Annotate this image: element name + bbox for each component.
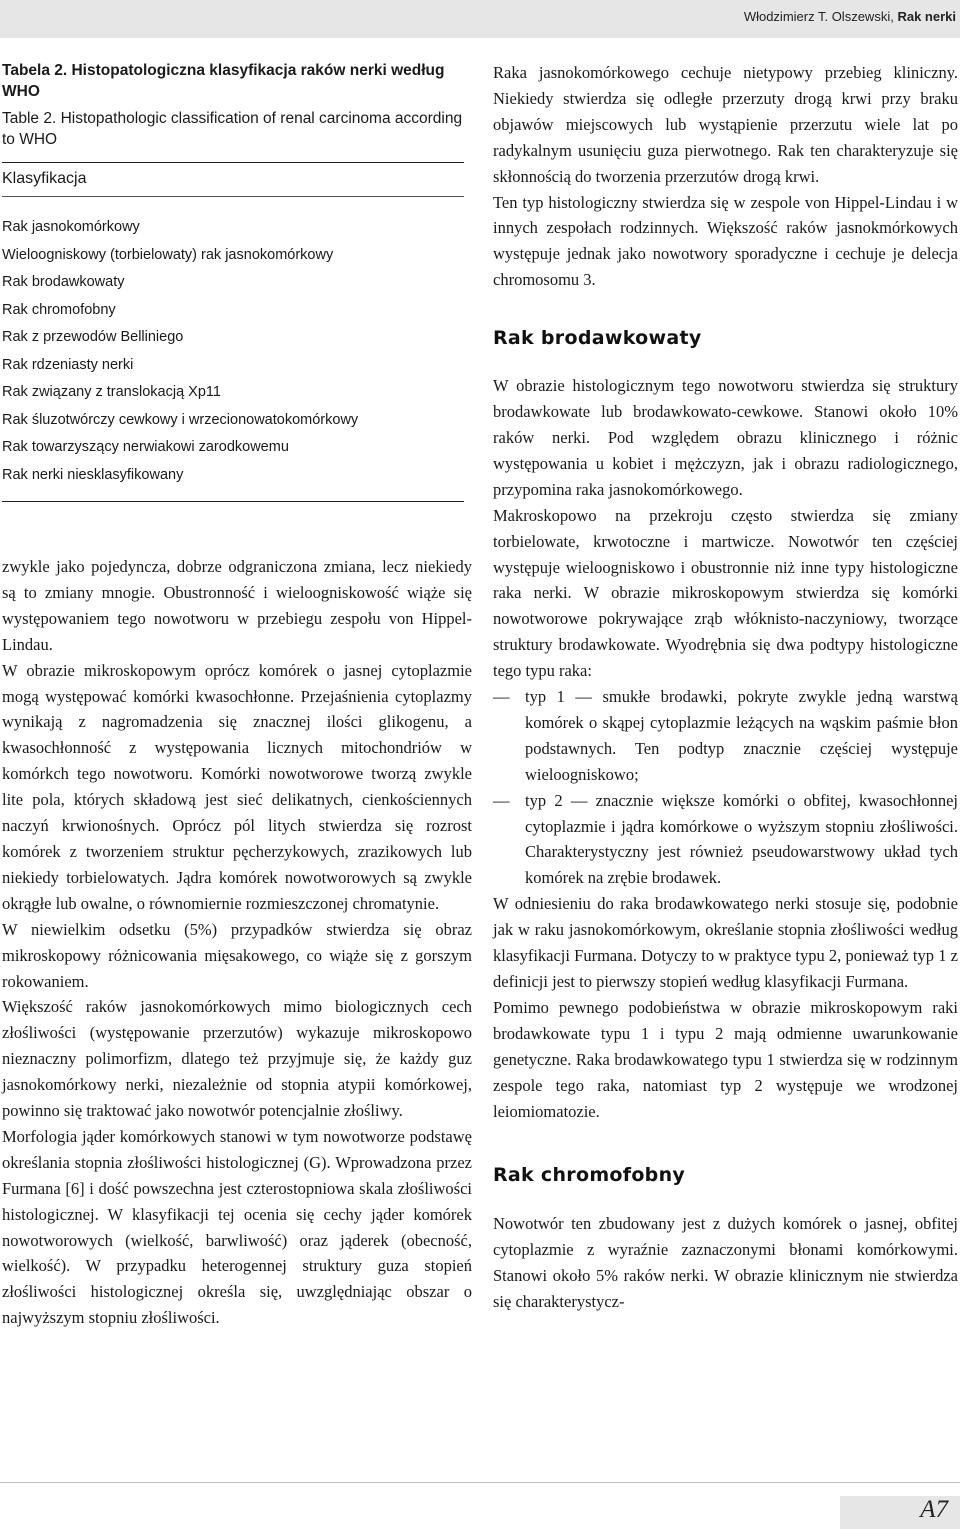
table-header: Klasyfikacja [2, 170, 87, 187]
table-row: Rak chromofobny [2, 301, 116, 318]
page-number: A7 [920, 1496, 948, 1523]
body-paragraph: W odniesieniu do raka brodawkowatego nerki stosuje się, podobnie jak w raku jasnokomórkowym, określanie stopnia złośliwości według klasyfikacji Furmana. Dotyczy to w praktyce typu 2, ponieważ typ 1 z definicji jest to pierwszy stopień według klasyfikacji Furmana. [493, 894, 958, 991]
list-dash: — [493, 687, 510, 707]
list-item-text: typ 1 — smukłe brodawki, pokryte zwykle jedną warstwą komórek o skąpej cytoplazmie leżących na wąskim paśmie błon podstawnych. Ten podtyp znacznie częściej występuje wieloogniskowo; [525, 687, 958, 784]
section-heading-rak-brodawkowaty: Rak brodawkowaty [493, 327, 702, 350]
table-caption-pl: Tabela 2. Histopatologiczna klasyfikacja raków nerki według WHO [2, 62, 445, 100]
table-row: Rak rdzeniasty nerki [2, 356, 134, 373]
table-row: Rak jasnokomórkowy [2, 219, 140, 235]
body-paragraph: Makroskopowo na przekroju często stwierdza się zmiany torbielowate, krwotoczne i martwicze. Nowotwór ten częściej występuje wieloogniskowo i obustronnie niż inne typy histologiczne raka nerki. W obrazie mikroskopowym stwierdza się komórki nowotworowe pokrywające zrąb włóknisto-naczyniowy, tworzące struktury brodawkowate. Wyodrębnia się dwa podtypy histologiczne tego typu raka: [493, 505, 958, 681]
table-bottom-rule [2, 501, 464, 502]
body-paragraph: W obrazie mikroskopowym oprócz komórek o jasnej cytoplazmie mogą występować komórki kwasochłonne. Przejaśnienia cytoplazmy wynikają z nagromadzenia się znacznej ilości glikogenu, a kwasochłonność z występowania licznych mitochondriów w komórkch tego nowotworu. Komórki nowotworowe tworzą zwykle lite pola, których składową jest sieć delikatnych, cienkościennych naczyń krwionośnych. Oprócz pól litych stwierdza się rozrost komórek z tworzeniem struktur pęcherzykowych, zrazikowych lub niekiedy torbielowatych. Jądra komórek nowotworowych są zwykle okrągłe lub owalne, o równomiernie rozmieszczonej chromatynie. [2, 660, 472, 913]
running-head [0, 0, 960, 38]
table-body [2, 197, 472, 501]
list-item [493, 788, 958, 892]
body-paragraph: Nowotwór ten zbudowany jest z dużych komórek o jasnej, obfitej cytoplazmie z wyraźnie zaznaczonymi błonami komórkowymi. Stanowi około 5% raków nerki. W obrazie klinicznym nie stwierdza się charakterystycz- [493, 1214, 958, 1312]
page-number-box [840, 1496, 960, 1529]
left-body-text [2, 554, 472, 1331]
left-column [2, 60, 472, 1331]
right-column [493, 60, 958, 1315]
subtype-list [493, 684, 958, 891]
table-row: Rak nerki niesklasyfikowany [2, 466, 184, 483]
body-paragraph: Większość raków jasnokomórkowych mimo biologicznych cech złośliwości (występowanie przerzutów) wykazuje mikroskopowo nieznaczny polimorfizm, dlatego też przyjmuje się, że każdy guz jasnokomórkowy nerki, niezależnie od stopnia atypii komórkowej, powinno się traktować jako nowotwór potencjalnie złośliwy. [2, 997, 472, 1121]
body-paragraph: Pomimo pewnego podobieństwa w obrazie mikroskopowym raki brodawkowate typu 1 i typu 2 mają odmienne uwarunkowanie genetyczne. Raka brodawkowatego typu 1 stwierdza się w rodzinnym zespole tego raka, natomiast typ 2 występuje we wrodzonej leiomiomatozie. [493, 997, 958, 1121]
body-paragraph: W obrazie histologicznym tego nowotworu stwierdza się struktury brodawkowate lub brodawkowato-cewkowe. Stanowi około 10% raków nerki. Pod względem obrazu klinicznego i różnic występowania u kobiet i mężczyzn, jak i obrazu radiologicznego, przypomina raka jasnokomórkowego. [493, 376, 958, 499]
table-caption [2, 60, 472, 150]
body-paragraph: Raka jasnokomórkowego cechuje nietypowy przebieg kliniczny. Niekiedy stwierdza się odległe przerzuty drogą krwi przy braku objawów miejscowych lub wystąpienie przerzutu wiele lat po radykalnym usunięciu guza pierwotnego. Rak ten charakteryzuje się skłonnością do tworzenia przerzutów drogą krwi. [493, 63, 958, 186]
body-paragraph: Ten typ histologiczny stwierdza się w zespole von Hippel-Lindau i w innych zespołach rodzinnych. Większość raków jasnokmórkowych występuje jednak jako nowotwory sporadyczne i cechuje je delecja chromosomu 3. [493, 192, 958, 290]
table-row: Rak towarzyszący nerwiakowi zarodkowemu [2, 439, 289, 455]
running-head-text [744, 9, 956, 24]
table-row: Rak brodawkowaty [2, 274, 125, 290]
table-caption-en: Table 2. Histopathologic classification of renal carcinoma according to WHO [2, 110, 463, 148]
table-row: Wieloogniskowy (torbielowaty) rak jasnokomórkowy [2, 246, 334, 263]
list-item-text: typ 2 — znacznie większe komórki o obfitej, kwasochłonnej cytoplazmie i jądra komórkowe o wyższym stopniu złośliwości. Charakterystyczny jest również pseudowarstwowy układ tych komórek na zrębie brodawek. [525, 790, 958, 888]
table-row: Rak z przewodów Belliniego [2, 329, 184, 345]
running-head-authors: Włodzimierz T. Olszewski, [743, 9, 894, 24]
section-heading-rak-chromofobny: Rak chromofobny [493, 1164, 686, 1187]
table-row: Rak związany z translokacją Xp11 [2, 384, 221, 400]
table-row: Rak śluzotwórczy cewkowy i wrzecionowatokomórkowy [2, 411, 359, 428]
footer-rule [0, 1482, 960, 1483]
list-dash: — [493, 790, 510, 810]
body-paragraph: zwykle jako pojedyncza, dobrze odgraniczona zmiana, lecz niekiedy są to zmiany mnogie. Obustronność i wieloogniskowość wiąże się występowaniem tego nowotworu w przebiegu zespołu von Hippel-Lindau. [2, 557, 472, 654]
list-item [493, 684, 958, 788]
body-paragraph: Morfologia jąder komórkowych stanowi w tym nowotworze podstawę określania stopnia złośliwości histologicznej (G). Wprowadzona przez Furmana [6] i dość powszechna jest czterostopniowa skala złośliwości histologicznej. W klasyfikacji tej ocenia się cechy jąder komórek nowotworowych (wielkość, barwliwość) oraz jąderek (obecność, wielkość). W przypadku heterogennej struktury guza stopień złośliwości histologicznej określa się, uwzględniając obszar o najwyższym stopniu złośliwości. [2, 1126, 472, 1328]
running-head-title: Rak nerki [897, 9, 956, 24]
body-paragraph: W niewielkim odsetku (5%) przypadków stwierdza się obraz mikroskopowy różnicowania mięsakowego, co wiąże się z gorszym rokowaniem. [2, 919, 472, 991]
